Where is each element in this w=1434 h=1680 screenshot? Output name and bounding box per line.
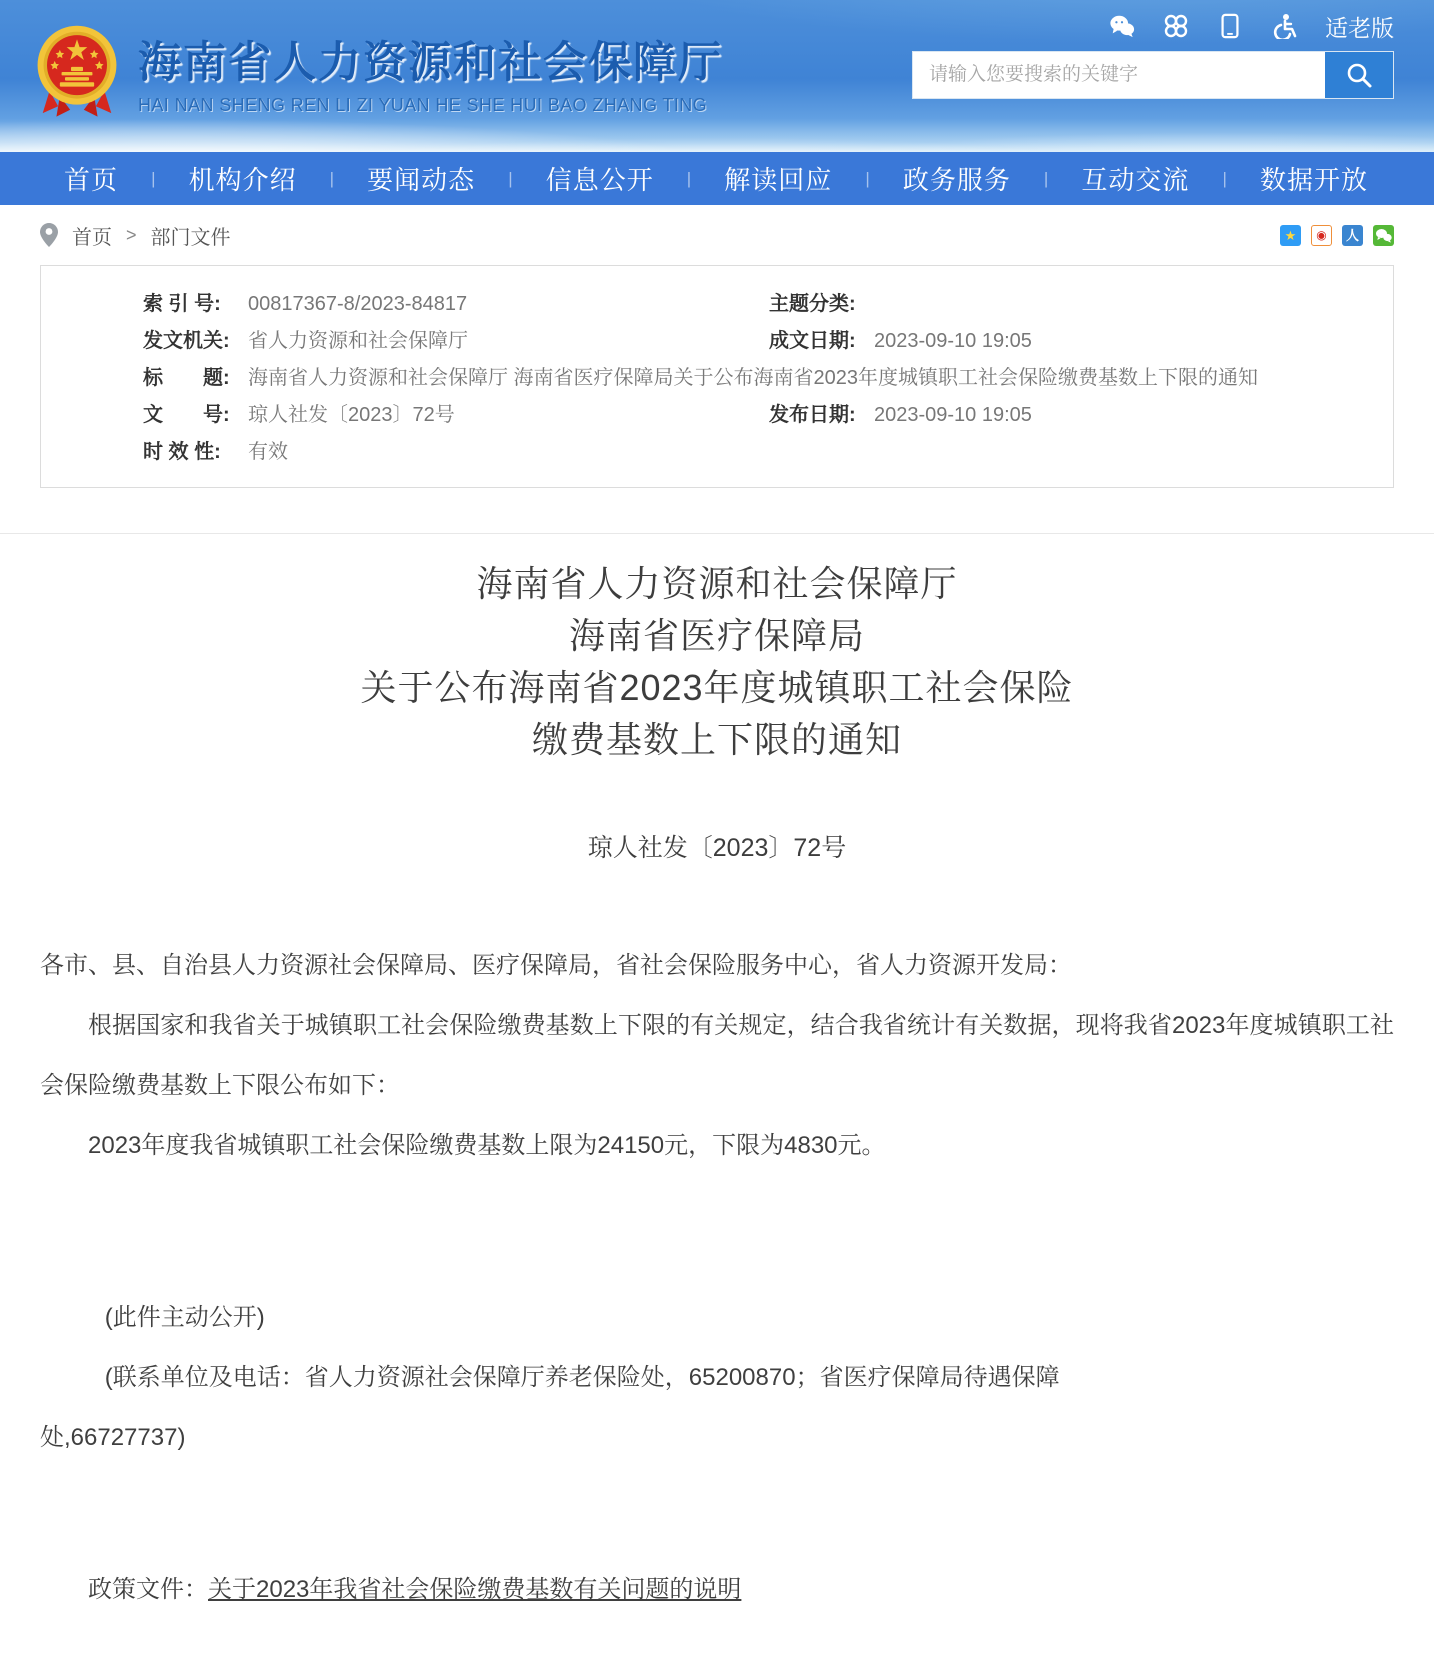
accessibility-icon[interactable] xyxy=(1271,13,1297,39)
policy-file-link[interactable]: 关于2023年我省社会保险缴费基数有关问题的说明 xyxy=(208,1576,742,1603)
breadcrumb-home-link[interactable]: 首页 xyxy=(72,226,112,249)
main-nav xyxy=(0,152,1434,205)
nav-separator: | xyxy=(508,168,513,188)
search-button[interactable] xyxy=(1325,52,1393,98)
nav-separator: | xyxy=(151,168,156,188)
contact-line-1: (联系单位及电话：省人力资源社会保障厅养老保险处，65200870；省医疗保障局待遇保障 xyxy=(104,1364,1060,1391)
renren-glyph: 人 xyxy=(1345,227,1359,243)
meta-row xyxy=(41,397,1393,434)
contact-paragraph xyxy=(40,1348,1394,1468)
search-icon xyxy=(1344,60,1374,90)
meta-validity-value: 有效 xyxy=(248,441,288,463)
meta-agency-label: 发文机关: xyxy=(143,330,230,352)
qzone-share-icon[interactable] xyxy=(1280,225,1301,246)
nav-separator: | xyxy=(1222,168,1227,188)
nav-item-interaction[interactable]: 互动交流 xyxy=(1081,165,1190,195)
renren-share-icon[interactable] xyxy=(1342,225,1363,246)
nav-separator: | xyxy=(686,168,692,188)
meta-written-date-label: 成文日期: xyxy=(769,330,856,352)
public-disclosure-note: (此件主动公开) xyxy=(104,1304,265,1331)
search-bar xyxy=(912,51,1394,99)
meta-row xyxy=(41,323,1393,360)
nav-item-info-disclosure[interactable]: 信息公开 xyxy=(545,165,654,195)
section-divider xyxy=(0,533,1434,534)
meta-publish-date-label: 发布日期: xyxy=(769,404,856,426)
meta-docno-label: 文 号: xyxy=(143,404,230,426)
location-pin-icon xyxy=(40,223,58,247)
nav-item-open-data[interactable]: 数据开放 xyxy=(1259,165,1368,195)
wechat-share-icon[interactable] xyxy=(1373,225,1394,246)
meta-validity-label: 时 效 性: xyxy=(143,441,221,463)
document-title-line: 关于公布海南省2023年度城镇职工社会保险 xyxy=(360,667,1074,708)
site-title xyxy=(138,29,723,116)
meta-topic-label: 主题分类: xyxy=(769,293,856,315)
meta-agency-value: 省人力资源和社会保障厅 xyxy=(248,330,468,352)
header-right xyxy=(912,8,1394,99)
document-title xyxy=(40,558,1394,766)
wechat-bubbles-glyph xyxy=(1375,228,1392,243)
document-number: 琼人社发〔2023〕72号 xyxy=(587,834,847,862)
breadcrumb-current-department-files[interactable]: 部门文件 xyxy=(150,226,231,249)
nav-item-services[interactable]: 政务服务 xyxy=(902,165,1011,195)
body-paragraph-1: 根据国家和我省关于城镇职工社会保险缴费基数上下限的有关规定，结合我省统计有关数据，现将我省2023年度城镇职工社会保险缴费基数上下限公布如下： xyxy=(40,1012,1394,1099)
site-name-pinyin: HAI NAN SHENG REN LI ZI YUAN HE SHE HUI BAO ZHANG TING xyxy=(138,94,708,115)
site-name: 海南省人力资源和社会保障厅 xyxy=(138,38,723,87)
meta-index-label: 索 引 号: xyxy=(143,293,221,315)
meta-title-label: 标 题: xyxy=(143,367,230,389)
meta-row xyxy=(41,360,1393,397)
salutation-paragraph: 各市、县、自治县人力资源社会保障局、医疗保障局，省社会保险服务中心，省人力资源开发局： xyxy=(40,952,1072,979)
meta-docno-value: 琼人社发〔2023〕72号 xyxy=(248,404,455,426)
logo-block xyxy=(34,24,723,120)
nav-item-interpretation[interactable]: 解读回应 xyxy=(724,165,833,195)
policy-file-label: 政策文件： xyxy=(88,1576,208,1603)
meta-row xyxy=(41,434,1393,471)
quick-links-row xyxy=(912,8,1394,44)
body-paragraph-2: 2023年度我省城镇职工社会保险缴费基数上限为24150元，下限为4830元。 xyxy=(88,1132,886,1159)
weibo-share-icon[interactable] xyxy=(1311,225,1332,246)
breadcrumb-separator: > xyxy=(126,224,137,245)
contact-line-2: 处,66727737) xyxy=(40,1424,186,1451)
site-header xyxy=(0,0,1434,152)
wechat-icon[interactable] xyxy=(1109,13,1135,39)
document-title-line: 海南省医疗保障局 xyxy=(568,615,865,656)
meta-publish-date-value: 2023-09-10 19:05 xyxy=(874,404,1032,426)
national-emblem-logo xyxy=(34,24,120,120)
meta-row xyxy=(41,286,1393,323)
nav-item-news[interactable]: 要闻动态 xyxy=(367,165,476,195)
search-input[interactable] xyxy=(913,52,1325,98)
breadcrumb xyxy=(0,205,1434,265)
nav-separator: | xyxy=(865,168,870,188)
policy-file-row xyxy=(40,1560,1394,1620)
qzone-star-glyph: ★ xyxy=(1284,227,1297,243)
meta-title-value: 海南省人力资源和社会保障厅 海南省医疗保障局关于公布海南省2023年度城镇职工社会保险缴费基数上下限的通知 xyxy=(248,367,1259,389)
document-article xyxy=(40,558,1394,1680)
nav-separator: | xyxy=(329,168,335,188)
mobile-icon[interactable] xyxy=(1217,13,1243,39)
apps-grid-icon[interactable] xyxy=(1163,13,1189,39)
meta-written-date-value: 2023-09-10 19:05 xyxy=(874,330,1032,352)
elder-version-link[interactable]: 适老版 xyxy=(1325,14,1394,41)
document-title-line: 海南省人力资源和社会保障厅 xyxy=(476,563,958,604)
nav-separator: | xyxy=(1043,168,1049,188)
document-title-line: 缴费基数上下限的通知 xyxy=(531,719,902,760)
meta-index-value: 00817367-8/2023-84817 xyxy=(248,293,468,315)
nav-item-home[interactable]: 首页 xyxy=(64,165,119,195)
nav-item-about[interactable]: 机构介绍 xyxy=(188,165,297,195)
document-meta-box xyxy=(40,265,1394,488)
weibo-eye-glyph: ◉ xyxy=(1316,228,1327,242)
share-group xyxy=(1280,225,1394,246)
